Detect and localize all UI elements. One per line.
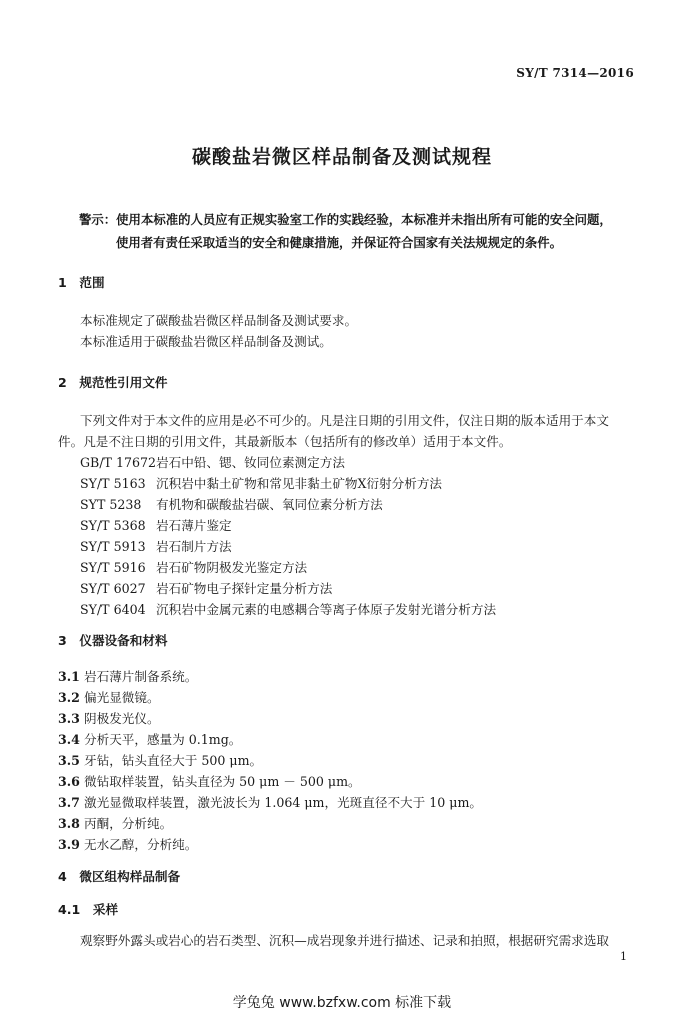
- equipment-item: 3.3 阴极发光仪。: [58, 711, 160, 726]
- section-4-1-heading: 4.1 采样: [58, 902, 119, 917]
- section-1-heading: 1 范围: [58, 275, 105, 290]
- reference-item: GB/T 17672岩石中铅、锶、钕同位素测定方法: [80, 455, 345, 470]
- equipment-item: 3.5 牙钻，钻头直径大于 500 μm。: [58, 753, 263, 768]
- section-2-intro-line-1: 下列文件对于本文件的应用是必不可少的。凡是注日期的引用文件，仅注日期的版本适用于本文: [80, 413, 609, 428]
- standard-number: SY/T 7314—2016: [516, 66, 634, 80]
- section-3-heading: 3 仪器设备和材料: [58, 633, 168, 648]
- page-number: 1: [620, 950, 627, 963]
- equipment-item: 3.1 岩石薄片制备系统。: [58, 669, 198, 684]
- reference-item: SY/T 6404 沉积岩中金属元素的电感耦合等离子体原子发射光谱分析方法: [80, 602, 497, 617]
- section-4-heading: 4 微区组构样品制备: [58, 869, 181, 884]
- section-2-intro-line-2: 件。凡是不注日期的引用文件，其最新版本（包括所有的修改单）适用于本文件。: [58, 434, 512, 449]
- equipment-item: 3.4 分析天平，感量为 0.1mg。: [58, 732, 242, 747]
- equipment-item: 3.8 丙酮，分析纯。: [58, 816, 173, 831]
- reference-item: SY/T 6027 岩石矿物电子探针定量分析方法: [80, 581, 333, 596]
- section-1-paragraph-2: 本标准适用于碳酸盐岩微区样品制备及测试。: [80, 334, 332, 349]
- document-title: 碳酸盐岩微区样品制备及测试规程: [191, 146, 492, 168]
- equipment-item: 3.9 无水乙醇，分析纯。: [58, 837, 198, 852]
- reference-item: SY/T 5916 岩石矿物阴极发光鉴定方法: [80, 560, 308, 575]
- footer-watermark: 学兔兔 www.bzfxw.com 标准下载: [232, 995, 452, 1011]
- warning-line-2: 使用者有责任采取适当的安全和健康措施，并保证符合国家有关法规规定的条件。: [116, 235, 563, 250]
- reference-item: SYT 5238 有机物和碳酸盐岩碳、氧同位素分析方法: [80, 497, 383, 512]
- reference-item: SY/T 5163 沉积岩中黏土矿物和常见非黏土矿物X衍射分析方法: [80, 476, 443, 491]
- equipment-item: 3.7 激光显微取样装置，激光波长为 1.064 μm，光斑直径不大于 10 μm。: [58, 795, 483, 810]
- section-1-paragraph-1: 本标准规定了碳酸盐岩微区样品制备及测试要求。: [80, 313, 358, 328]
- warning-line-1: 警示：使用本标准的人员应有正规实验室工作的实践经验，本标准并未指出所有可能的安全问题，: [79, 212, 612, 227]
- equipment-item: 3.6 微钻取样装置，钻头直径为 50 μm － 500 μm。: [58, 774, 361, 789]
- equipment-item: 3.2 偏光显微镜。: [58, 690, 160, 705]
- section-2-heading: 2 规范性引用文件: [58, 375, 168, 390]
- reference-item: SY/T 5368 岩石薄片鉴定: [80, 518, 232, 533]
- section-4-1-paragraph: 观察野外露头或岩心的岩石类型、沉积—成岩现象并进行描述、记录和拍照，根据研究需求选取: [80, 933, 609, 948]
- reference-item: SY/T 5913 岩石制片方法: [80, 539, 232, 554]
